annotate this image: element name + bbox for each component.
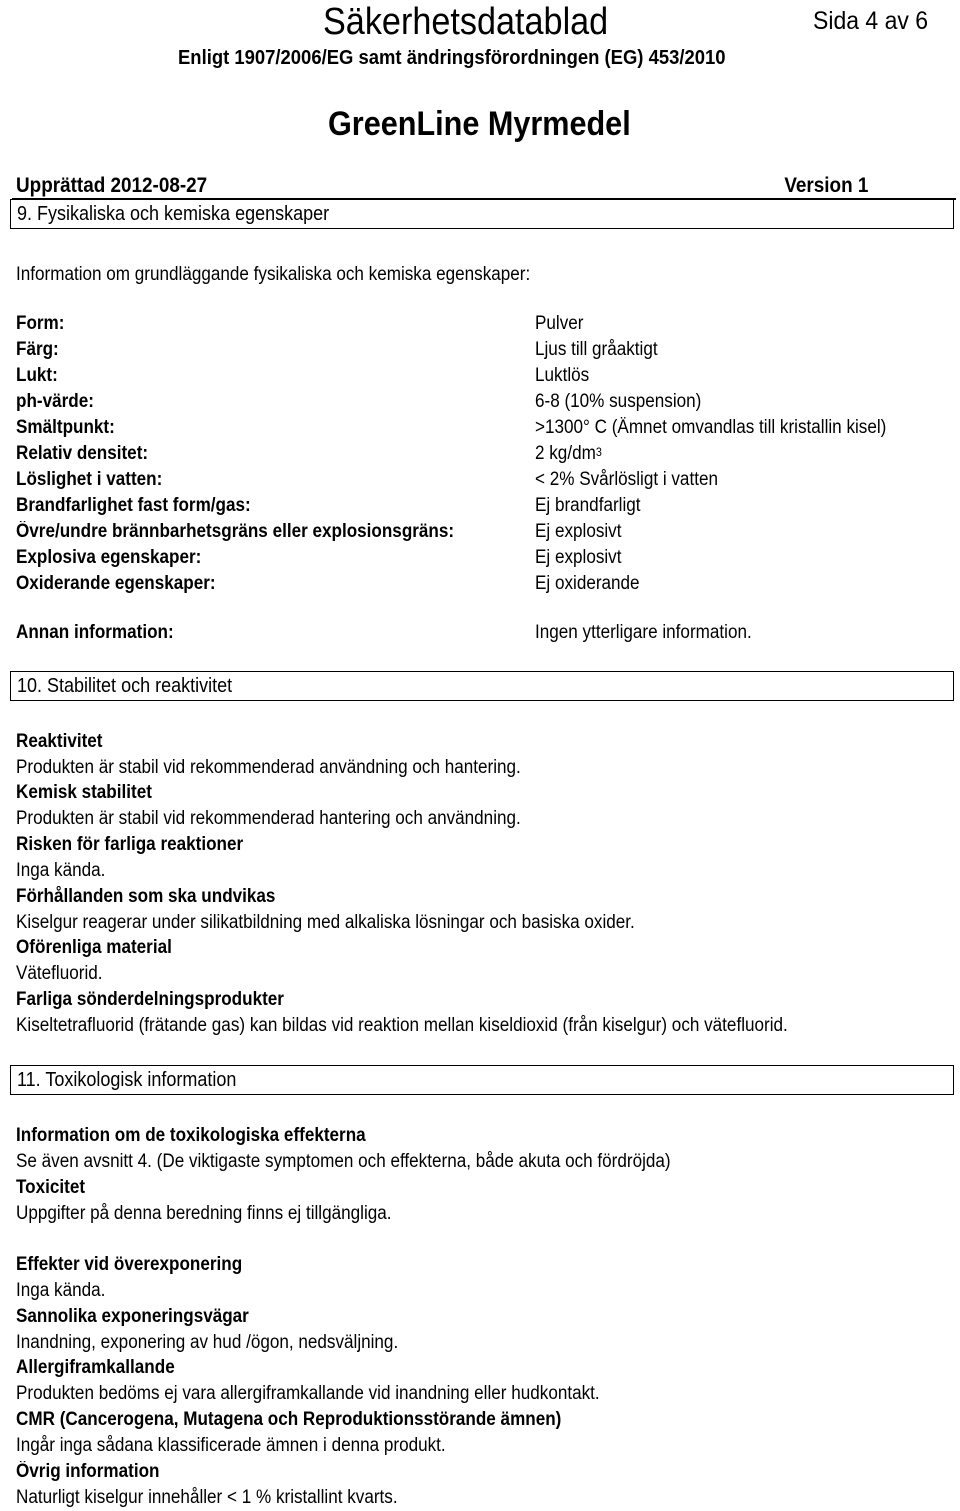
exposure-routes-title: Sannolika exponeringsvägar — [16, 1306, 249, 1327]
property-label-oxidizing: Oxiderande egenskaper: — [16, 573, 216, 594]
regulation-subtitle: Enligt 1907/2006/EG samt ändringsförordningen (EG) 453/2010 — [178, 46, 726, 69]
other-information-text: Naturligt kiselgur innehåller < 1 % kristallint kvarts. — [16, 1487, 398, 1508]
conditions-to-avoid-title: Förhållanden som ska undvikas — [16, 886, 276, 907]
property-label-density: Relativ densitet: — [16, 443, 149, 464]
property-label-explosive: Explosiva egenskaper: — [16, 547, 202, 568]
decomposition-products-text: Kiseltetrafluorid (frätande gas) kan bildas vid reaktion mellan kiseldioxid (från kiselgur) och vätefluorid. — [16, 1015, 788, 1036]
property-label-form: Form: — [16, 313, 65, 334]
page-number: Sida 4 av 6 — [812, 7, 928, 35]
incompatible-materials-title: Oförenliga material — [16, 937, 172, 958]
other-information-title: Övrig information — [16, 1461, 160, 1482]
exposure-routes-text: Inandning, exponering av hud /ögon, nedsväljning. — [16, 1332, 399, 1353]
section-9-heading: 9. Fysikaliska och kemiska egenskaper — [17, 203, 330, 225]
property-label-other: Annan information: — [16, 622, 174, 643]
property-value-explosion-limits: Ej explosivt — [535, 521, 622, 542]
property-label-explosion-limits: Övre/undre brännbarhetsgräns eller explosionsgräns: — [16, 521, 455, 542]
toxicity-title: Toxicitet — [16, 1177, 86, 1198]
chemical-stability-text: Produkten är stabil vid rekommenderad hantering och användning. — [16, 808, 521, 829]
reactivity-text: Produkten är stabil vid rekommenderad användning och hantering. — [16, 757, 521, 778]
section-9-heading-box — [10, 199, 954, 229]
cmr-title: CMR (Cancerogena, Mutagena och Reproduktionsstörande ämnen) — [16, 1409, 562, 1430]
property-label-solubility: Löslighet i vatten: — [16, 469, 163, 490]
property-value-flammability: Ej brandfarligt — [535, 495, 641, 516]
incompatible-materials-text: Vätefluorid. — [16, 963, 103, 984]
cmr-text: Ingår inga sådana klassificerade ämnen i denna produkt. — [16, 1435, 446, 1456]
property-value-explosive: Ej explosivt — [535, 547, 622, 568]
property-label-flammability: Brandfarlighet fast form/gas: — [16, 495, 251, 516]
reactivity-title: Reaktivitet — [16, 731, 103, 752]
property-value-ph: 6-8 (10% suspension) — [535, 391, 702, 412]
hazardous-reactions-text: Inga kända. — [16, 860, 106, 881]
toxicological-effects-title: Information om de toxikologiska effekterna — [16, 1125, 366, 1146]
hazardous-reactions-title: Risken för farliga reaktioner — [16, 834, 244, 855]
property-value-form: Pulver — [535, 313, 584, 334]
property-value-other: Ingen ytterligare information. — [535, 622, 752, 643]
version-label: Version 1 — [783, 174, 868, 197]
property-value-melting-point: >1300° C (Ämnet omvandlas till kristallin kisel) — [535, 417, 887, 438]
property-label-odor: Lukt: — [16, 365, 58, 386]
section-11-heading-box — [10, 1065, 954, 1095]
property-value-solubility: < 2% Svårlösligt i vatten — [535, 469, 718, 490]
product-name: GreenLine Myrmedel — [328, 105, 631, 143]
property-label-melting-point: Smältpunkt: — [16, 417, 115, 438]
section-10-heading: 10. Stabilitet och reaktivitet — [17, 675, 233, 697]
decomposition-products-title: Farliga sönderdelningsprodukter — [16, 989, 284, 1010]
property-value-density — [535, 442, 602, 466]
overexposure-title: Effekter vid överexponering — [16, 1254, 243, 1275]
sensitization-title: Allergiframkallande — [16, 1357, 175, 1378]
chemical-stability-title: Kemisk stabilitet — [16, 782, 152, 803]
section-10-heading-box — [10, 671, 954, 701]
toxicity-text: Uppgifter på denna beredning finns ej tillgängliga. — [16, 1203, 392, 1224]
property-label-ph: ph-värde: — [16, 391, 94, 412]
property-label-color: Färg: — [16, 339, 59, 360]
sensitization-text: Produkten bedöms ej vara allergiframkallande vid inandning eller hudkontakt. — [16, 1383, 600, 1404]
section-11-heading: 11. Toxikologisk information — [17, 1069, 237, 1091]
property-value-oxidizing: Ej oxiderande — [535, 573, 640, 594]
overexposure-text: Inga kända. — [16, 1280, 106, 1301]
conditions-to-avoid-text: Kiselgur reagerar under silikatbildning med alkaliska lösningar och basiska oxider. — [16, 912, 635, 933]
property-value-odor: Luktlös — [535, 365, 590, 386]
issue-date: Upprättad 2012-08-27 — [16, 174, 208, 197]
document-title: Säkerhetsdatablad — [323, 1, 609, 43]
property-value-color: Ljus till gråaktigt — [535, 339, 658, 360]
toxicological-effects-text: Se även avsnitt 4. (De viktigaste symptomen och effekterna, både akuta och fördröjda) — [16, 1151, 671, 1172]
section-9-intro: Information om grundläggande fysikaliska och kemiska egenskaper: — [16, 264, 531, 285]
density-unit-exponent: 3 — [595, 445, 602, 459]
density-value-text: 2 kg/dm — [535, 443, 596, 464]
